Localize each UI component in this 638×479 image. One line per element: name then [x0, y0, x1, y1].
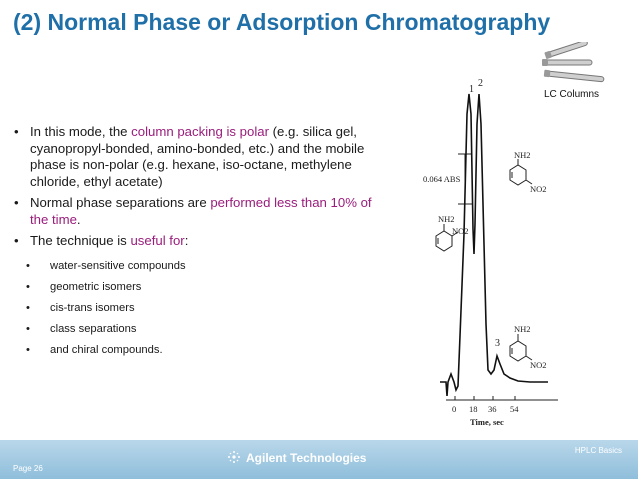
sub-bullet — [26, 343, 374, 357]
sub-bullet-text: geometric isomers — [50, 280, 142, 293]
bullet-separations — [14, 195, 374, 228]
bullet-text: Normal phase separations are — [30, 195, 211, 210]
bullet-highlight: useful for — [130, 233, 185, 248]
sub-bullet — [26, 280, 374, 294]
molecule-structure — [510, 334, 532, 361]
sub-bullet-list — [14, 259, 374, 357]
molecule-group-label: NH2 — [514, 324, 531, 334]
bullet-dot: • — [26, 343, 30, 356]
company-logo — [226, 448, 446, 472]
bullet-dot: • — [26, 322, 30, 335]
molecule-group-label: NH2 — [514, 150, 531, 160]
sub-bullet — [26, 259, 374, 273]
peak-label: 3 — [495, 338, 500, 349]
bullet-dot: • — [26, 301, 30, 314]
molecule-group-label: NH2 — [438, 214, 455, 224]
peak-label: 1 — [469, 84, 474, 95]
molecule-group-label: NO2 — [452, 226, 469, 236]
bullet-dot: • — [14, 233, 19, 248]
molecule-group-label: NO2 — [530, 360, 547, 370]
bullet-text: : — [184, 233, 189, 248]
bullet-useful-for — [14, 233, 374, 250]
abs-scale-label: 0.064 ABS — [423, 174, 461, 184]
sub-bullet-text: class separations — [50, 322, 137, 335]
bullet-text: The technique is — [30, 233, 131, 248]
footer-course-title: HPLC Basics — [574, 446, 622, 455]
peak-label: 2 — [478, 78, 483, 89]
bullet-highlight: performed less than 10% of the time — [30, 195, 372, 227]
x-tick-label: 0 — [452, 404, 457, 414]
sub-bullet — [26, 322, 374, 336]
main-content — [14, 124, 374, 364]
chromatogram-figure — [418, 74, 610, 434]
bullet-dot: • — [26, 259, 30, 272]
bullet-dot: • — [14, 195, 19, 210]
bullet-dot: • — [26, 280, 30, 293]
lc-columns-label: LC Columns — [544, 89, 600, 100]
sub-bullet-text: water-sensitive compounds — [50, 259, 186, 272]
bullet-highlight: column packing is polar — [131, 124, 269, 139]
bullet-dot: • — [14, 124, 19, 139]
sub-bullet-text: cis-trans isomers — [50, 301, 135, 314]
agilent-spark-icon — [226, 448, 242, 466]
chromatogram-trace — [440, 94, 548, 396]
sub-bullet — [26, 301, 374, 315]
bullet-text: In this mode, the — [30, 124, 132, 139]
page-title: (2) Normal Phase or Adsorption Chromatography — [13, 9, 551, 35]
bullet-text: (e.g. silica gel, cyanopropyl-bonded, amino-bonded, etc.) and the mobile phase is non-polar (e.g. hexane, iso-octane, methylene chloride, ethyl acetate) — [30, 124, 365, 189]
x-axis-label: Time, sec — [470, 417, 504, 427]
sub-bullet-text: and chiral compounds. — [50, 343, 163, 356]
page-number: Page 26 — [13, 464, 43, 473]
molecule-structure — [510, 159, 532, 185]
x-tick-label: 54 — [510, 404, 519, 414]
x-tick-label: 18 — [469, 404, 478, 414]
company-name: Agilent Technologies — [246, 451, 367, 465]
bullet-column-packing — [14, 124, 374, 190]
x-tick-label: 36 — [488, 404, 497, 414]
molecule-group-label: NO2 — [530, 184, 547, 194]
bullet-text: . — [76, 211, 81, 227]
